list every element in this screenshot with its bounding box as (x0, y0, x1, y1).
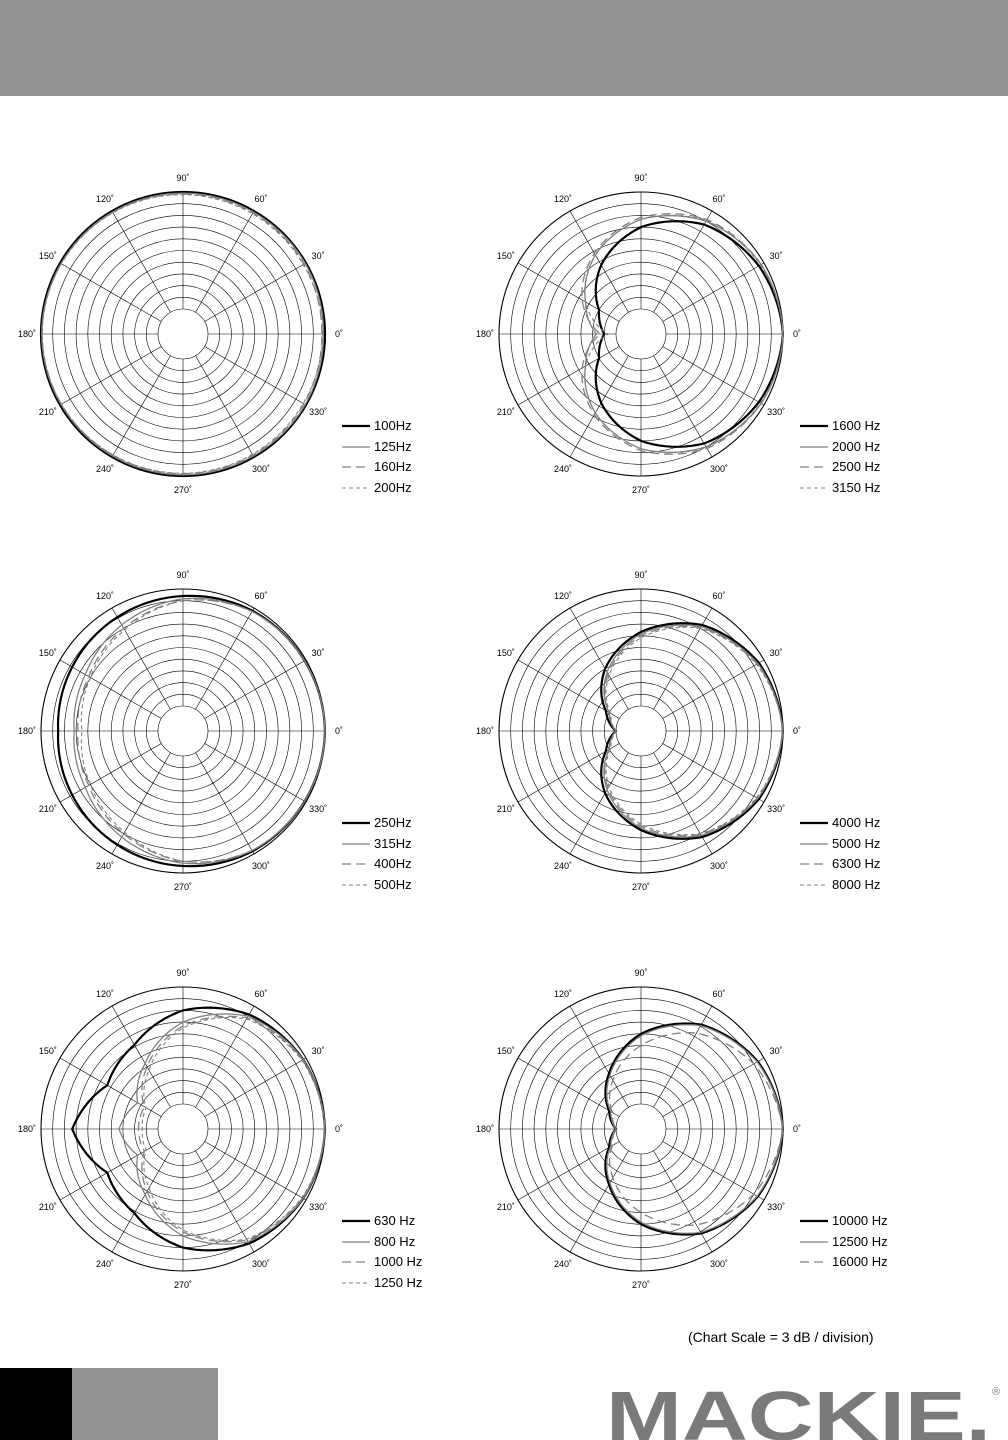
legend-label: 8000 Hz (832, 876, 881, 892)
grid-ring (158, 309, 208, 359)
polar-grid (38, 987, 328, 1271)
angle-label: 60˚ (712, 193, 726, 204)
legend-label: 800 Hz (374, 1233, 416, 1249)
legend-swatch (800, 883, 828, 887)
legend-swatch (800, 1219, 828, 1223)
angle-label: 90˚ (634, 173, 648, 183)
polar-chart-6 (458, 961, 838, 1301)
legend-swatch (342, 445, 370, 449)
angle-label: 180˚ (475, 329, 495, 339)
grid-ring (158, 706, 208, 756)
legend-swatch (342, 862, 370, 866)
angle-label: 330˚ (309, 804, 328, 814)
legend-label: 10000 Hz (832, 1213, 888, 1228)
registered-mark: ® (992, 1386, 1001, 1398)
legend-label: 6300 Hz (832, 856, 881, 871)
legend-swatch (342, 842, 370, 846)
angle-label: 240˚ (553, 1259, 573, 1270)
angle-label: 240˚ (95, 464, 115, 475)
angle-label: 90˚ (176, 570, 190, 580)
legend-label: 3150 Hz (832, 479, 881, 495)
angle-label: 180˚ (17, 1124, 37, 1134)
legend-swatch (800, 842, 828, 846)
angle-label: 90˚ (176, 968, 190, 978)
legend-label: 4000 Hz (832, 815, 881, 830)
angle-label: 120˚ (95, 193, 115, 204)
angle-label: 210˚ (38, 407, 57, 417)
legend-label: 250Hz (374, 815, 412, 830)
angle-label: 210˚ (496, 804, 515, 814)
page-tab-black (0, 1368, 72, 1440)
legend-swatch (800, 821, 828, 825)
legend-swatch (342, 883, 370, 887)
polar-chart-2 (458, 166, 838, 506)
legend-label: 2500 Hz (832, 459, 881, 474)
legend-swatch (800, 1240, 828, 1244)
legend-swatch (342, 486, 370, 490)
polar-chart-1 (0, 166, 380, 506)
angle-label: 210˚ (38, 1202, 57, 1212)
legend-swatch (800, 465, 828, 469)
angle-label: 330˚ (767, 1202, 786, 1212)
legend-swatch (800, 486, 828, 490)
angle-label: 30˚ (311, 251, 325, 261)
angle-label: 30˚ (769, 1046, 783, 1056)
angle-label: 180˚ (17, 726, 37, 736)
angle-label: 30˚ (311, 648, 325, 658)
angle-label: 150˚ (496, 251, 515, 261)
angle-label: 150˚ (496, 648, 515, 658)
angle-label: 180˚ (475, 726, 495, 736)
polar-chart-5 (0, 961, 380, 1301)
legend-label: 315Hz (374, 835, 412, 851)
angle-label: 60˚ (254, 590, 268, 601)
angle-label: 60˚ (254, 988, 268, 999)
legend-label: 400Hz (374, 856, 412, 871)
legend-label: 500Hz (374, 876, 412, 892)
legend-label: 630 Hz (374, 1213, 416, 1228)
legend-swatch (800, 424, 828, 428)
angle-label: 210˚ (496, 407, 515, 417)
polar-chart-4 (458, 563, 838, 903)
legend-label: 1600 Hz (832, 418, 881, 433)
angle-label: 0˚ (792, 726, 802, 736)
legend-swatch (342, 1240, 370, 1244)
chart-scale-note: (Chart Scale = 3 dB / division) (688, 1329, 874, 1345)
legend-swatch (342, 424, 370, 428)
page-tab-gray (72, 1368, 218, 1440)
legend-label: 100Hz (374, 418, 412, 433)
logo-wordmark: MACKIE. (606, 1383, 991, 1440)
polar-grid (496, 192, 786, 476)
angle-label: 0˚ (334, 726, 344, 736)
angle-label: 240˚ (553, 861, 573, 872)
angle-label: 300˚ (709, 861, 729, 872)
legend-label: 2000 Hz (832, 438, 881, 454)
legend-label: 200Hz (374, 479, 412, 495)
legend-label: 125Hz (374, 438, 412, 454)
angle-label: 150˚ (38, 251, 57, 261)
angle-label: 60˚ (712, 988, 726, 999)
angle-label: 300˚ (251, 1259, 271, 1270)
angle-label: 180˚ (475, 1124, 495, 1134)
angle-label: 270˚ (173, 485, 193, 495)
angle-label: 300˚ (709, 464, 729, 475)
angle-label: 300˚ (251, 861, 271, 872)
legend-label: 160Hz (374, 459, 412, 474)
angle-label: 210˚ (38, 804, 57, 814)
grid-ring (158, 1104, 208, 1154)
legend-swatch (342, 1281, 370, 1285)
angle-label: 0˚ (334, 329, 344, 339)
angle-label: 60˚ (712, 590, 726, 601)
angle-label: 270˚ (631, 1280, 651, 1290)
legend-label: 1000 Hz (374, 1254, 423, 1269)
angle-label: 90˚ (634, 570, 648, 580)
angle-label: 30˚ (769, 648, 783, 658)
angle-label: 240˚ (95, 861, 115, 872)
angle-label: 300˚ (251, 464, 271, 475)
legend-label: 12500 Hz (832, 1233, 888, 1249)
legend-swatch (800, 862, 828, 866)
angle-label: 120˚ (95, 988, 115, 999)
angle-label: 30˚ (311, 1046, 325, 1056)
grid-ring (616, 706, 666, 756)
polar-grid (496, 987, 786, 1271)
legend-swatch (342, 1219, 370, 1223)
angle-label: 180˚ (17, 329, 37, 339)
angle-label: 240˚ (95, 1259, 115, 1270)
angle-label: 240˚ (553, 464, 573, 475)
legend-swatch (342, 1260, 370, 1264)
polar-chart-3 (0, 563, 380, 903)
legend-swatch (342, 821, 370, 825)
legend-label: 5000 Hz (832, 835, 881, 851)
angle-label: 330˚ (767, 804, 786, 814)
angle-label: 120˚ (95, 590, 115, 601)
angle-label: 270˚ (173, 1280, 193, 1290)
legend-label: 1250 Hz (374, 1274, 423, 1290)
legend-label: 16000 Hz (832, 1254, 888, 1269)
angle-label: 0˚ (792, 329, 802, 339)
angle-label: 150˚ (38, 1046, 57, 1056)
angle-label: 0˚ (334, 1124, 344, 1134)
grid-ring (616, 1104, 666, 1154)
angle-label: 120˚ (553, 590, 573, 601)
angle-label: 30˚ (769, 251, 783, 261)
angle-label: 90˚ (634, 968, 648, 978)
angle-label: 0˚ (792, 1124, 802, 1134)
legend-swatch (800, 445, 828, 449)
angle-label: 330˚ (309, 1202, 328, 1212)
legend-swatch (342, 465, 370, 469)
angle-label: 270˚ (173, 882, 193, 892)
grid-ring (616, 309, 666, 359)
legend-swatch (800, 1260, 828, 1264)
angle-label: 270˚ (631, 485, 651, 495)
angle-label: 150˚ (38, 648, 57, 658)
angle-label: 330˚ (767, 407, 786, 417)
angle-label: 210˚ (496, 1202, 515, 1212)
angle-label: 120˚ (553, 988, 573, 999)
mackie-logo (606, 1383, 1006, 1440)
angle-label: 150˚ (496, 1046, 515, 1056)
angle-label: 120˚ (553, 193, 573, 204)
angle-label: 330˚ (309, 407, 328, 417)
angle-label: 300˚ (709, 1259, 729, 1270)
angle-label: 90˚ (176, 173, 190, 183)
header-band (0, 0, 1008, 96)
angle-label: 60˚ (254, 193, 268, 204)
angle-label: 270˚ (631, 882, 651, 892)
